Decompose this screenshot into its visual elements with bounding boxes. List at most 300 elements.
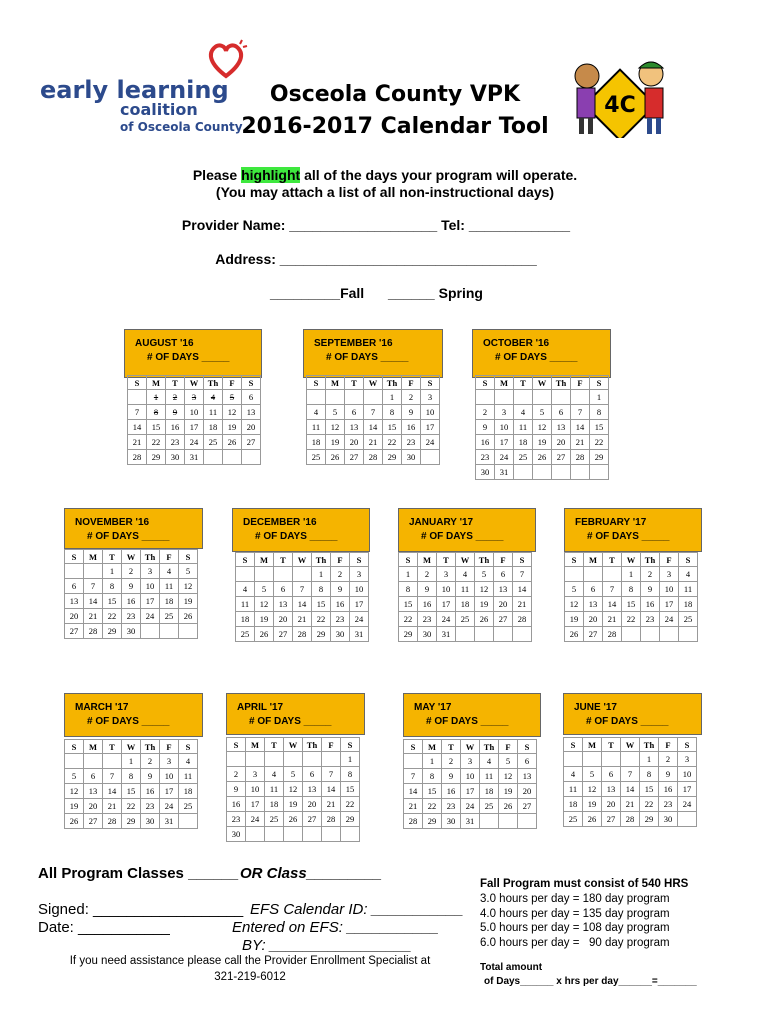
day-cell[interactable]: 14 xyxy=(621,782,640,797)
day-cell[interactable]: 4 xyxy=(456,567,475,582)
day-cell[interactable]: 3 xyxy=(160,754,179,769)
day-cell[interactable]: 13 xyxy=(242,405,261,420)
day-cell[interactable]: 24 xyxy=(160,799,179,814)
day-cell[interactable]: 30 xyxy=(331,627,350,642)
date-line[interactable]: Date: ___________ xyxy=(38,919,170,936)
day-cell[interactable]: 27 xyxy=(584,627,603,642)
day-cell[interactable]: 15 xyxy=(423,784,442,799)
day-cell[interactable]: 18 xyxy=(265,797,284,812)
day-cell[interactable]: 30 xyxy=(402,450,421,465)
day-cell[interactable]: 23 xyxy=(418,612,437,627)
day-cell[interactable]: 10 xyxy=(246,782,265,797)
entered-efs-line[interactable]: Entered on EFS: ___________ xyxy=(232,919,439,936)
day-cell[interactable]: 10 xyxy=(495,420,514,435)
day-cell[interactable]: 7 xyxy=(404,769,423,784)
day-cell[interactable]: 13 xyxy=(345,420,364,435)
day-cell[interactable]: 14 xyxy=(84,594,103,609)
month-days-count[interactable]: # OF DAYS _____ xyxy=(426,716,509,727)
month-days-count[interactable]: # OF DAYS _____ xyxy=(87,531,170,542)
day-cell[interactable]: 19 xyxy=(326,435,345,450)
day-cell[interactable]: 21 xyxy=(293,612,312,627)
day-cell[interactable]: 22 xyxy=(312,612,331,627)
day-cell[interactable]: 3 xyxy=(678,752,697,767)
day-cell[interactable]: 23 xyxy=(227,812,246,827)
day-cell[interactable]: 17 xyxy=(141,594,160,609)
day-cell[interactable]: 18 xyxy=(480,784,499,799)
day-cell[interactable]: 19 xyxy=(65,799,84,814)
day-cell[interactable]: 19 xyxy=(255,612,274,627)
day-cell[interactable]: 13 xyxy=(494,582,513,597)
day-cell[interactable]: 2 xyxy=(659,752,678,767)
day-cell[interactable]: 13 xyxy=(303,782,322,797)
day-cell[interactable]: 7 xyxy=(103,769,122,784)
day-cell[interactable]: 24 xyxy=(678,797,697,812)
day-cell[interactable]: 13 xyxy=(65,594,84,609)
day-cell[interactable]: 5 xyxy=(223,390,242,405)
day-cell[interactable]: 5 xyxy=(179,564,198,579)
day-cell[interactable]: 17 xyxy=(461,784,480,799)
day-cell[interactable]: 20 xyxy=(552,435,571,450)
day-cell[interactable]: 23 xyxy=(442,799,461,814)
day-cell[interactable]: 23 xyxy=(166,435,185,450)
month-days-count[interactable]: # OF DAYS _____ xyxy=(147,352,230,363)
day-cell[interactable]: 29 xyxy=(590,450,609,465)
day-cell[interactable]: 9 xyxy=(442,769,461,784)
day-cell[interactable]: 24 xyxy=(246,812,265,827)
day-cell[interactable]: 8 xyxy=(312,582,331,597)
day-cell[interactable]: 17 xyxy=(678,782,697,797)
day-cell[interactable]: 17 xyxy=(350,597,369,612)
day-cell[interactable]: 5 xyxy=(65,769,84,784)
day-cell[interactable]: 2 xyxy=(166,390,185,405)
day-cell[interactable]: 11 xyxy=(307,420,326,435)
day-cell[interactable]: 11 xyxy=(456,582,475,597)
day-cell[interactable]: 10 xyxy=(160,769,179,784)
day-cell[interactable]: 9 xyxy=(166,405,185,420)
day-cell[interactable]: 23 xyxy=(402,435,421,450)
day-cell[interactable]: 22 xyxy=(622,612,641,627)
day-cell[interactable]: 26 xyxy=(255,627,274,642)
day-cell[interactable]: 8 xyxy=(103,579,122,594)
day-cell[interactable]: 12 xyxy=(326,420,345,435)
day-cell[interactable]: 26 xyxy=(284,812,303,827)
day-cell[interactable]: 13 xyxy=(584,597,603,612)
day-cell[interactable]: 26 xyxy=(583,812,602,827)
day-cell[interactable]: 16 xyxy=(141,784,160,799)
day-cell[interactable]: 9 xyxy=(476,420,495,435)
day-cell[interactable]: 3 xyxy=(185,390,204,405)
day-cell[interactable]: 21 xyxy=(84,609,103,624)
day-cell[interactable]: 10 xyxy=(461,769,480,784)
day-cell[interactable]: 25 xyxy=(514,450,533,465)
day-cell[interactable]: 20 xyxy=(345,435,364,450)
day-cell[interactable]: 25 xyxy=(480,799,499,814)
day-cell[interactable]: 28 xyxy=(571,450,590,465)
day-cell[interactable]: 29 xyxy=(312,627,331,642)
day-cell[interactable]: 4 xyxy=(679,567,698,582)
day-cell[interactable]: 30 xyxy=(418,627,437,642)
day-cell[interactable]: 12 xyxy=(65,784,84,799)
day-cell[interactable]: 23 xyxy=(476,450,495,465)
day-cell[interactable]: 6 xyxy=(65,579,84,594)
day-cell[interactable]: 27 xyxy=(303,812,322,827)
day-cell[interactable]: 7 xyxy=(84,579,103,594)
day-cell[interactable]: 3 xyxy=(350,567,369,582)
day-cell[interactable]: 14 xyxy=(128,420,147,435)
day-cell[interactable]: 15 xyxy=(341,782,360,797)
day-cell[interactable]: 24 xyxy=(495,450,514,465)
day-cell[interactable]: 13 xyxy=(518,769,537,784)
day-cell[interactable]: 15 xyxy=(383,420,402,435)
day-cell[interactable]: 31 xyxy=(160,814,179,829)
day-cell[interactable]: 19 xyxy=(565,612,584,627)
day-cell[interactable]: 6 xyxy=(552,405,571,420)
day-cell[interactable]: 21 xyxy=(571,435,590,450)
day-cell[interactable]: 4 xyxy=(160,564,179,579)
day-cell[interactable]: 28 xyxy=(404,814,423,829)
day-cell[interactable]: 21 xyxy=(364,435,383,450)
day-cell[interactable]: 28 xyxy=(322,812,341,827)
day-cell[interactable]: 20 xyxy=(584,612,603,627)
day-cell[interactable]: 20 xyxy=(65,609,84,624)
month-days-count[interactable]: # OF DAYS _____ xyxy=(495,352,578,363)
day-cell[interactable]: 15 xyxy=(147,420,166,435)
day-cell[interactable]: 14 xyxy=(571,420,590,435)
day-cell[interactable]: 6 xyxy=(242,390,261,405)
day-cell[interactable]: 25 xyxy=(307,450,326,465)
day-cell[interactable]: 29 xyxy=(383,450,402,465)
day-cell[interactable]: 22 xyxy=(341,797,360,812)
day-cell[interactable]: 1 xyxy=(341,752,360,767)
day-cell[interactable]: 16 xyxy=(418,597,437,612)
day-cell[interactable]: 3 xyxy=(660,567,679,582)
day-cell[interactable]: 11 xyxy=(480,769,499,784)
day-cell[interactable]: 13 xyxy=(84,784,103,799)
day-cell[interactable]: 4 xyxy=(236,582,255,597)
day-cell[interactable]: 28 xyxy=(603,627,622,642)
month-days-count[interactable]: # OF DAYS _____ xyxy=(249,716,332,727)
day-cell[interactable]: 11 xyxy=(265,782,284,797)
day-cell[interactable]: 1 xyxy=(399,567,418,582)
day-cell[interactable]: 17 xyxy=(495,435,514,450)
day-cell[interactable]: 11 xyxy=(179,769,198,784)
day-cell[interactable]: 21 xyxy=(128,435,147,450)
day-cell[interactable]: 10 xyxy=(421,405,440,420)
day-cell[interactable]: 5 xyxy=(475,567,494,582)
day-cell[interactable]: 2 xyxy=(641,567,660,582)
day-cell[interactable]: 25 xyxy=(160,609,179,624)
month-days-count[interactable]: # OF DAYS _____ xyxy=(255,531,338,542)
day-cell[interactable]: 2 xyxy=(331,567,350,582)
day-cell[interactable]: 8 xyxy=(423,769,442,784)
day-cell[interactable]: 21 xyxy=(603,612,622,627)
day-cell[interactable]: 20 xyxy=(602,797,621,812)
day-cell[interactable]: 16 xyxy=(331,597,350,612)
day-cell[interactable]: 25 xyxy=(265,812,284,827)
day-cell[interactable]: 20 xyxy=(84,799,103,814)
day-cell[interactable]: 5 xyxy=(255,582,274,597)
day-cell[interactable]: 9 xyxy=(418,582,437,597)
day-cell[interactable]: 16 xyxy=(641,597,660,612)
day-cell[interactable]: 17 xyxy=(421,420,440,435)
day-cell[interactable]: 28 xyxy=(293,627,312,642)
day-cell[interactable]: 10 xyxy=(678,767,697,782)
day-cell[interactable]: 29 xyxy=(147,450,166,465)
day-cell[interactable]: 20 xyxy=(494,597,513,612)
day-cell[interactable]: 29 xyxy=(423,814,442,829)
day-cell[interactable]: 16 xyxy=(442,784,461,799)
day-cell[interactable]: 10 xyxy=(660,582,679,597)
day-cell[interactable]: 9 xyxy=(659,767,678,782)
day-cell[interactable]: 24 xyxy=(660,612,679,627)
day-cell[interactable]: 24 xyxy=(185,435,204,450)
day-cell[interactable]: 8 xyxy=(147,405,166,420)
day-cell[interactable]: 15 xyxy=(622,597,641,612)
day-cell[interactable]: 1 xyxy=(590,390,609,405)
day-cell[interactable]: 30 xyxy=(122,624,141,639)
day-cell[interactable]: 11 xyxy=(160,579,179,594)
day-cell[interactable]: 10 xyxy=(350,582,369,597)
day-cell[interactable]: 28 xyxy=(621,812,640,827)
day-cell[interactable]: 16 xyxy=(402,420,421,435)
day-cell[interactable]: 7 xyxy=(322,767,341,782)
day-cell[interactable]: 1 xyxy=(122,754,141,769)
day-cell[interactable]: 20 xyxy=(274,612,293,627)
day-cell[interactable]: 10 xyxy=(185,405,204,420)
day-cell[interactable]: 9 xyxy=(227,782,246,797)
day-cell[interactable]: 11 xyxy=(679,582,698,597)
day-cell[interactable]: 31 xyxy=(185,450,204,465)
day-cell[interactable]: 28 xyxy=(103,814,122,829)
day-cell[interactable]: 4 xyxy=(514,405,533,420)
day-cell[interactable]: 22 xyxy=(122,799,141,814)
day-cell[interactable]: 6 xyxy=(84,769,103,784)
day-cell[interactable]: 16 xyxy=(227,797,246,812)
all-classes[interactable]: All Program Classes ______ xyxy=(38,865,239,882)
day-cell[interactable]: 16 xyxy=(122,594,141,609)
day-cell[interactable]: 25 xyxy=(456,612,475,627)
day-cell[interactable]: 27 xyxy=(242,435,261,450)
or-class[interactable]: OR Class_________ xyxy=(240,865,382,882)
day-cell[interactable]: 26 xyxy=(65,814,84,829)
day-cell[interactable]: 14 xyxy=(364,420,383,435)
day-cell[interactable]: 19 xyxy=(179,594,198,609)
day-cell[interactable]: 17 xyxy=(185,420,204,435)
day-cell[interactable]: 3 xyxy=(141,564,160,579)
day-cell[interactable]: 1 xyxy=(312,567,331,582)
day-cell[interactable]: 3 xyxy=(421,390,440,405)
day-cell[interactable]: 17 xyxy=(660,597,679,612)
day-cell[interactable]: 2 xyxy=(402,390,421,405)
day-cell[interactable]: 19 xyxy=(284,797,303,812)
day-cell[interactable]: 7 xyxy=(293,582,312,597)
provider-line[interactable]: Provider Name: ___________________ Tel: _____________ xyxy=(181,217,571,233)
day-cell[interactable]: 20 xyxy=(303,797,322,812)
day-cell[interactable]: 25 xyxy=(564,812,583,827)
day-cell[interactable]: 6 xyxy=(303,767,322,782)
day-cell[interactable]: 28 xyxy=(84,624,103,639)
day-cell[interactable]: 12 xyxy=(533,420,552,435)
day-cell[interactable]: 17 xyxy=(246,797,265,812)
day-cell[interactable]: 15 xyxy=(590,420,609,435)
day-cell[interactable]: 30 xyxy=(141,814,160,829)
day-cell[interactable]: 23 xyxy=(331,612,350,627)
day-cell[interactable]: 1 xyxy=(147,390,166,405)
day-cell[interactable]: 9 xyxy=(141,769,160,784)
day-cell[interactable]: 26 xyxy=(179,609,198,624)
day-cell[interactable]: 14 xyxy=(404,784,423,799)
total-days-line[interactable]: of Days______ x hrs per day______=_______ xyxy=(484,976,697,987)
day-cell[interactable]: 2 xyxy=(442,754,461,769)
day-cell[interactable]: 23 xyxy=(122,609,141,624)
day-cell[interactable]: 12 xyxy=(179,579,198,594)
day-cell[interactable]: 1 xyxy=(103,564,122,579)
day-cell[interactable]: 24 xyxy=(437,612,456,627)
efs-id-line[interactable]: EFS Calendar ID: ___________ xyxy=(250,901,464,918)
day-cell[interactable]: 17 xyxy=(437,597,456,612)
day-cell[interactable]: 5 xyxy=(565,582,584,597)
day-cell[interactable]: 29 xyxy=(103,624,122,639)
day-cell[interactable]: 12 xyxy=(565,597,584,612)
day-cell[interactable]: 12 xyxy=(284,782,303,797)
day-cell[interactable]: 4 xyxy=(564,767,583,782)
day-cell[interactable]: 31 xyxy=(495,465,514,480)
day-cell[interactable]: 18 xyxy=(514,435,533,450)
day-cell[interactable]: 9 xyxy=(331,582,350,597)
day-cell[interactable]: 8 xyxy=(383,405,402,420)
day-cell[interactable]: 16 xyxy=(476,435,495,450)
day-cell[interactable]: 19 xyxy=(223,420,242,435)
day-cell[interactable]: 18 xyxy=(564,797,583,812)
day-cell[interactable]: 18 xyxy=(236,612,255,627)
day-cell[interactable]: 27 xyxy=(84,814,103,829)
day-cell[interactable]: 27 xyxy=(552,450,571,465)
day-cell[interactable]: 3 xyxy=(437,567,456,582)
day-cell[interactable]: 2 xyxy=(122,564,141,579)
day-cell[interactable]: 19 xyxy=(475,597,494,612)
day-cell[interactable]: 1 xyxy=(622,567,641,582)
month-days-count[interactable]: # OF DAYS _____ xyxy=(326,352,409,363)
by-line[interactable]: BY: _________________ xyxy=(242,937,412,954)
month-days-count[interactable]: # OF DAYS _____ xyxy=(421,531,504,542)
month-days-count[interactable]: # OF DAYS _____ xyxy=(87,716,170,727)
day-cell[interactable]: 14 xyxy=(513,582,532,597)
day-cell[interactable]: 31 xyxy=(461,814,480,829)
day-cell[interactable]: 26 xyxy=(326,450,345,465)
day-cell[interactable]: 2 xyxy=(476,405,495,420)
day-cell[interactable]: 6 xyxy=(584,582,603,597)
day-cell[interactable]: 30 xyxy=(442,814,461,829)
day-cell[interactable]: 16 xyxy=(659,782,678,797)
day-cell[interactable]: 4 xyxy=(307,405,326,420)
day-cell[interactable]: 7 xyxy=(621,767,640,782)
day-cell[interactable]: 24 xyxy=(421,435,440,450)
day-cell[interactable]: 6 xyxy=(518,754,537,769)
day-cell[interactable]: 4 xyxy=(179,754,198,769)
day-cell[interactable]: 29 xyxy=(122,814,141,829)
day-cell[interactable]: 2 xyxy=(141,754,160,769)
day-cell[interactable]: 27 xyxy=(494,612,513,627)
day-cell[interactable]: 17 xyxy=(160,784,179,799)
day-cell[interactable]: 21 xyxy=(322,797,341,812)
day-cell[interactable]: 26 xyxy=(533,450,552,465)
day-cell[interactable]: 23 xyxy=(641,612,660,627)
day-cell[interactable]: 4 xyxy=(480,754,499,769)
day-cell[interactable]: 15 xyxy=(122,784,141,799)
day-cell[interactable]: 6 xyxy=(494,567,513,582)
day-cell[interactable]: 19 xyxy=(533,435,552,450)
day-cell[interactable]: 18 xyxy=(204,420,223,435)
month-days-count[interactable]: # OF DAYS _____ xyxy=(586,716,669,727)
day-cell[interactable]: 4 xyxy=(204,390,223,405)
fall-label[interactable]: _________Fall xyxy=(270,285,365,301)
day-cell[interactable]: 20 xyxy=(518,784,537,799)
day-cell[interactable]: 13 xyxy=(602,782,621,797)
day-cell[interactable]: 18 xyxy=(160,594,179,609)
day-cell[interactable]: 21 xyxy=(103,799,122,814)
spring-label[interactable]: ______ Spring xyxy=(388,285,483,301)
day-cell[interactable]: 27 xyxy=(345,450,364,465)
day-cell[interactable]: 7 xyxy=(571,405,590,420)
day-cell[interactable]: 14 xyxy=(103,784,122,799)
day-cell[interactable]: 26 xyxy=(475,612,494,627)
day-cell[interactable]: 25 xyxy=(679,612,698,627)
day-cell[interactable]: 31 xyxy=(350,627,369,642)
day-cell[interactable]: 14 xyxy=(293,597,312,612)
day-cell[interactable]: 15 xyxy=(640,782,659,797)
day-cell[interactable]: 3 xyxy=(495,405,514,420)
day-cell[interactable]: 7 xyxy=(128,405,147,420)
day-cell[interactable]: 26 xyxy=(499,799,518,814)
day-cell[interactable]: 29 xyxy=(399,627,418,642)
day-cell[interactable]: 11 xyxy=(204,405,223,420)
day-cell[interactable]: 14 xyxy=(322,782,341,797)
day-cell[interactable]: 12 xyxy=(255,597,274,612)
day-cell[interactable]: 30 xyxy=(476,465,495,480)
day-cell[interactable]: 28 xyxy=(513,612,532,627)
day-cell[interactable]: 8 xyxy=(640,767,659,782)
day-cell[interactable]: 2 xyxy=(418,567,437,582)
day-cell[interactable]: 12 xyxy=(223,405,242,420)
day-cell[interactable]: 29 xyxy=(640,812,659,827)
day-cell[interactable]: 9 xyxy=(402,405,421,420)
day-cell[interactable]: 22 xyxy=(640,797,659,812)
day-cell[interactable]: 8 xyxy=(622,582,641,597)
day-cell[interactable]: 31 xyxy=(437,627,456,642)
day-cell[interactable]: 6 xyxy=(345,405,364,420)
day-cell[interactable]: 13 xyxy=(274,597,293,612)
day-cell[interactable]: 1 xyxy=(383,390,402,405)
day-cell[interactable]: 28 xyxy=(128,450,147,465)
day-cell[interactable]: 27 xyxy=(602,812,621,827)
day-cell[interactable]: 5 xyxy=(326,405,345,420)
day-cell[interactable]: 6 xyxy=(602,767,621,782)
day-cell[interactable]: 8 xyxy=(399,582,418,597)
day-cell[interactable]: 30 xyxy=(659,812,678,827)
day-cell[interactable]: 4 xyxy=(265,767,284,782)
day-cell[interactable]: 10 xyxy=(141,579,160,594)
day-cell[interactable]: 2 xyxy=(227,767,246,782)
day-cell[interactable]: 25 xyxy=(236,627,255,642)
day-cell[interactable]: 19 xyxy=(499,784,518,799)
day-cell[interactable]: 30 xyxy=(166,450,185,465)
day-cell[interactable]: 22 xyxy=(147,435,166,450)
day-cell[interactable]: 5 xyxy=(533,405,552,420)
day-cell[interactable]: 14 xyxy=(603,597,622,612)
day-cell[interactable]: 12 xyxy=(499,769,518,784)
day-cell[interactable]: 15 xyxy=(399,597,418,612)
day-cell[interactable]: 1 xyxy=(423,754,442,769)
